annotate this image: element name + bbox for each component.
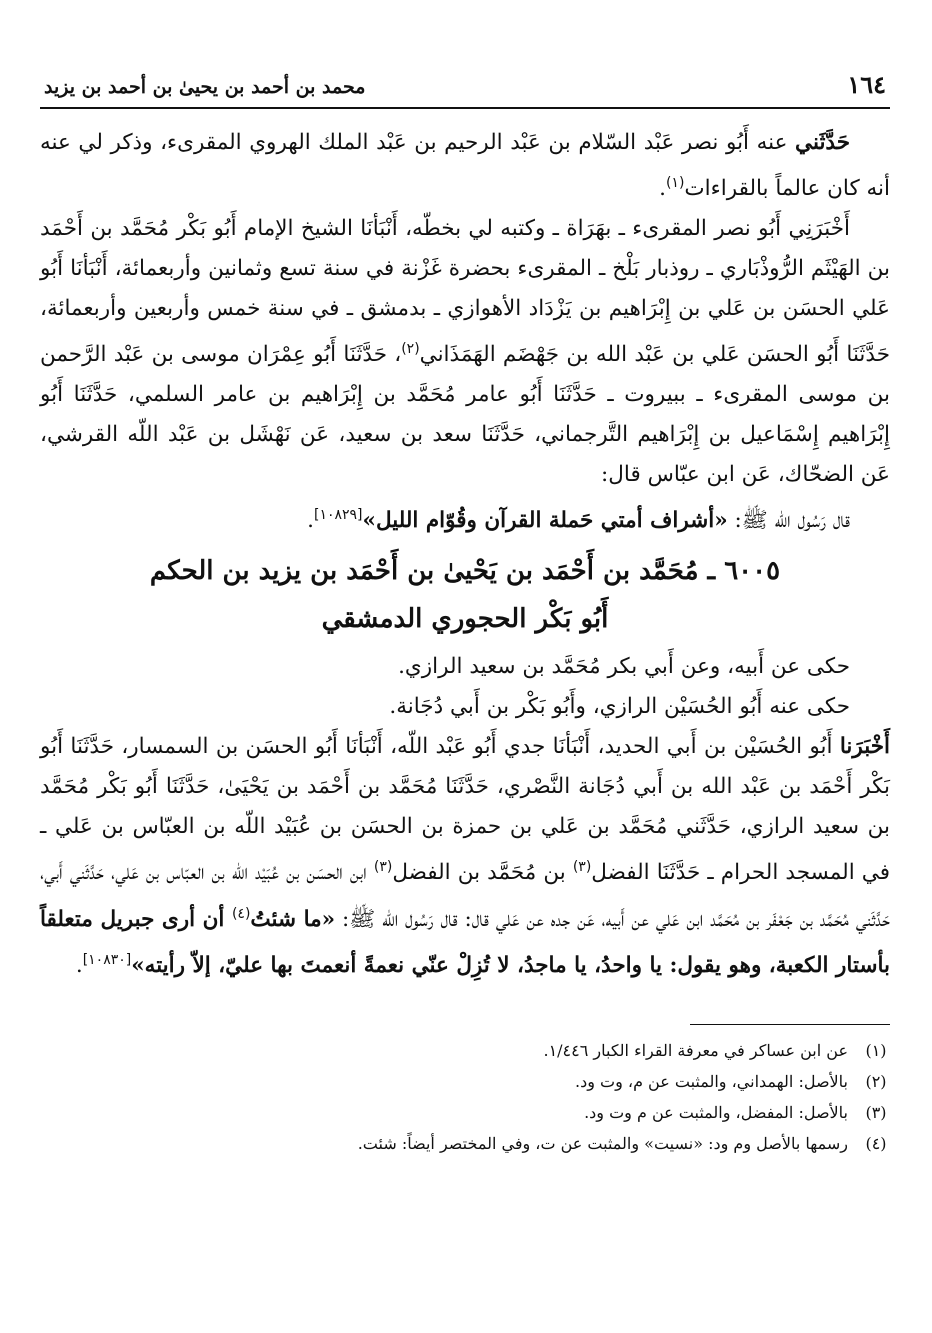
footnote-ref: (٤) [231,905,251,922]
paragraph-text: أَبُو الحُسَيْن بن أَبي الحديد، أَنْبَأنَا جدي أَبُو عَبْد اللّه، أَنْبَأنَا أَبُو الحسَن بن السمسار، حَدَّثَنَا أَبُو بَكْر أَحْمَد بن عَبْد الله بن أَبي دُجَانة النَّصْري، حَدَّثَنَا مُحَمَّد بن أَحْمَد بن يَحْيَىٰ، حَدَّثَنَا أَبُو بَكْر مُحَمَّد بن سعيد الرازي، حَدَّثَني مُحَمَّد بن عَلي بن حمزة بن الحسَن بن عُبَيْد اللّه بن العبّاس بن عَلي ـ في المسجد الحرام ـ حَدَّثَنَا الفضل [40,734,890,886]
footnote-text: عن ابن عساكر في معرفة القراء الكبار ١/٤٤٦. [543,1040,848,1060]
paragraph-text: أَخْبَرَنِي أَبُو نصر المقرىء ـ بهَرَاة ـ وكتبه لي بخطّه، أَنْبَأنَا الشيخ الإمام أَبُو بَكْر مُحَمَّد بن أَحْمَد بن الهَيْثَم الرُّوذْبَاري ـ روذبار بَلْخ ـ المقرىء بحضرة غَزْنة في سنة تسع وثمانين وأربعمائة، أَنْبَأنَا أَبُو عَلي الحسَن بن عَلي بن إِبْرَاهيم بن يَزْدَاد الأهوازي ـ بدمشق ـ في سنة خمس وأربعين وأربعمائة، حَدَّثَنَا أَبُو الحسَن عَلي بن عَبْد الله بن جَهْضَم الهَمَذَاني [40,216,890,368]
paragraph-end: . [659,176,666,202]
entry-subtitle: أَبُو بَكْر الحجوري الدمشقي [321,604,609,635]
book-page [40,70,890,1159]
paragraph-text: قال رَسُول الله ﷺ: [727,508,850,534]
paragraph-6 [40,727,890,985]
footnote-number: (٢) [865,1071,887,1091]
footnote-text: رسمها بالأصل وم ود: «نسيت» والمثبت عن ت، وفي المختصر أيضاً: شئت. [357,1133,848,1153]
footnote-ref: (١) [665,175,685,191]
page-header [40,70,890,109]
footnotes [40,1035,890,1159]
footnote [40,1097,890,1128]
paragraph-4: حكى عن أَبيه، وعن أَبي بكر مُحَمَّد بن سعيد الرازي. [398,654,850,680]
hadith-number: [١٠٨٣٠] [82,951,132,968]
paragraph-1 [40,123,890,209]
hadith-quote: «أشراف أمتي حَملة القرآن وقُوّام الليل» [362,508,728,534]
paragraph-2 [40,209,890,495]
footnote-number: (٤) [865,1133,887,1153]
paragraph-lead: حَدَّثَني [795,130,850,155]
hadith-number: [١٠٨٢٩] [313,507,363,524]
paragraph-text-cont: ابن الحسَن بن عُبَيْد اللّه بن العبّاس بن عَلي، حَدَّثَني أَبي، حَدَّثَني مُحَمَّد بن جَعْفَر بن مُحَمَّد ابن عَلي عن أَبيه، عَن جده عن عَلي قال: قال رَسُول الله ﷺ: [40,860,890,932]
footnote [40,1066,890,1097]
footnote [40,1035,890,1066]
paragraph-end: . [75,952,83,978]
paragraph-text-cont: ، حَدَّثَنَا أَبُو عِمْرَان موسى بن عَبْد الرَّحمن بن موسى المقرىء ـ ببيروت ـ حَدَّثَنَا أَبُو عامر مُحَمَّد بن إِبْرَاهيم بن عامر السلمي، حَدَّثَنَا أَبُو إِبْرَاهيم إِسْمَاعيل بن إِبْرَاهيم التَّرجماني، حَدَّثَنَا سعد بن سعيد، عَن نَهْشَل بن عَبْد اللّه القرشي، عَن الضحّاك، عَن ابن عبّاس قال: [40,342,890,488]
entry-title: ٦٠٠٥ ـ مُحَمَّد بن أَحْمَد بن يَحْيىٰ بن أَحْمَد بن يزيد بن الحكم [149,556,781,587]
running-title: محمد بن أحمد بن يحيىٰ بن أحمد بن يزيد [44,76,366,98]
paragraph-lead: أَخْبَرَنا [839,734,890,760]
paragraph-text: عنه أَبُو نصر عَبْد السّلام بن عَبْد الرحيم بن عَبْد الملك الهروي المقرىء، وذكر لي عنه أنه كان عالماً بالقراءات [40,130,890,202]
page-number: ١٦٤ [847,70,886,99]
footnote-number: (٣) [865,1102,887,1122]
paragraph-3 [40,495,890,541]
hadith-quote-cont: أن أرى جبريل متعلقاً بأستار الكعبة، وهو يقول: يا واحدُ، يا ماجدُ، لا تُزِلْ عنّي نعمةً أنعمتَ بها عليّ، إلاّ رأيته» [40,906,890,978]
paragraph-text-cont: بن مُحَمَّد بن الفضل [392,860,573,886]
footnote [40,1128,890,1159]
footnote-divider [690,1024,890,1025]
footnote-text: بالأصل: الهمداني، والمثبت عن م، وت ود. [575,1071,848,1091]
paragraph-end: . [307,508,314,534]
footnote-ref: (٣) [572,859,592,876]
footnote-ref: (٢) [401,341,420,358]
main-text [40,123,890,986]
footnote-number: (١) [865,1040,887,1060]
paragraph-5: حكى عنه أَبُو الحُسَيْن الرازي، وأَبُو بَكْر بن أَبي دُجَانة. [389,694,850,720]
hadith-quote: «ما شئتُ [250,906,336,932]
footnote-text: بالأصل: المفضل، والمثبت عن م وت ود. [584,1102,848,1122]
footnote-ref: (٣) [373,859,393,876]
